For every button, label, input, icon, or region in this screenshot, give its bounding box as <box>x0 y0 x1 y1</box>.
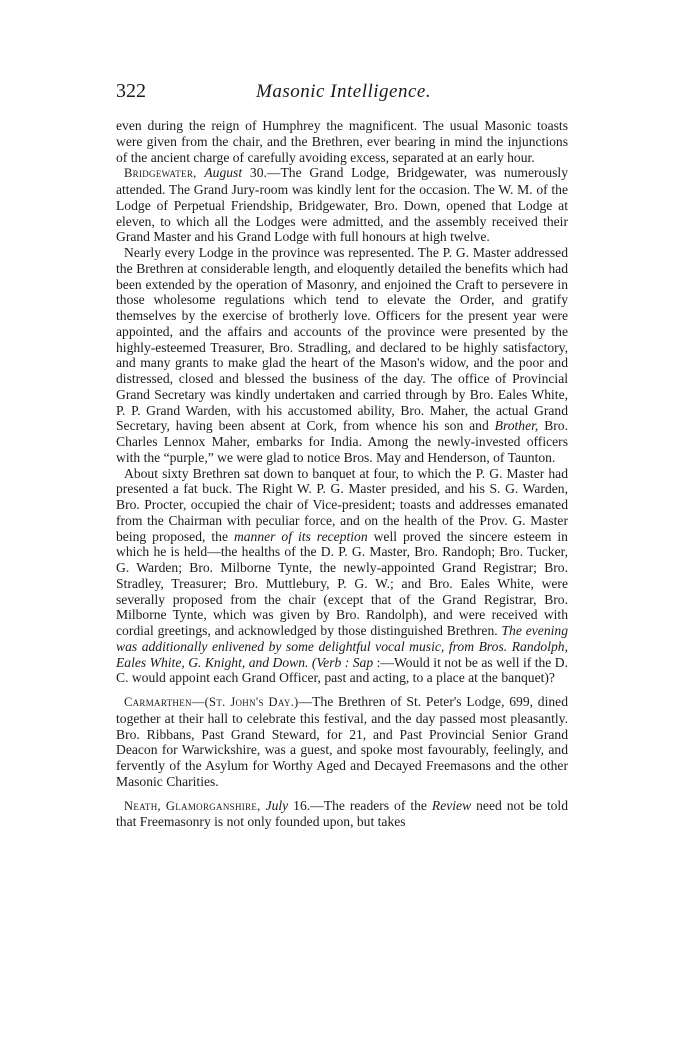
page-header <box>116 80 568 108</box>
paragraph-carmarthen: Carmarthen—(St. John's Day.)—The Brethren of St. Peter's Lodge, 699, dined together at their hall to celebrate this festival, and the day passed most pleasantly. Bro. Ribbans, Past Grand Steward, for 21, and Past Provincial Senior Grand Deacon for Warwickshire, was a guest, and spoke most favourably, feelingly, and fervently of the Asylum for Worthy Aged and Decayed Freemasons and the other Masonic Charities. <box>116 694 569 789</box>
place-heading: Bridgewater, <box>124 166 197 181</box>
running-title: Masonic Intelligence. <box>256 81 432 102</box>
page-number: 322 <box>116 80 146 102</box>
place-heading: Carmarthen—(St. John's Day.) <box>124 695 299 709</box>
article-body <box>116 118 568 830</box>
place-heading: Neath, Glamorganshire, <box>124 798 261 813</box>
paragraph-bridgewater: Bridgewater, August 30.—The Grand Lodge, Bridgewater, was numerously attended. The Grand Jury-room was kindly lent for the occasion. The W. M. of the Lodge of Perpetual Friendship, Bridgewater, Bro. Down, opened that Lodge at eleven, to which all the Lodges were admitted, and the assembly received their Grand Master and his Grand Lodge with full honours at high twelve. <box>116 165 569 245</box>
paragraph-banquet: About sixty Brethren sat down to banquet at four, to which the P. G. Master had presented a fat buck. The Right W. P. G. Master presided, and his S. G. Warden, Bro. Procter, occupied the chair of Vice-president; toasts and addresses emanated from the Chairman with peculiar force, and on the health of the Prov. G. Master being proposed, the manner of its reception well proved the sincere esteem in which he is held—the healths of the D. P. G. Master, Bro. Randoph; Bro. Tucker, G. Warden; Bro. Milborne Tynte, the newly-appointed Grand Registrar; Bro. Stradley, Treasurer; Bro. Muttlebury, P. G. W.; and Bro. Eales White, were severally proposed from the chair (except that of the Grand Registrar, Bro. Milborne Tynte, which was given by Bro. Randolph), and were received with cordial greetings, and acknowledged by those distinguished Brethren. The evening was additionally enlivened by some delightful vocal music, from Bros. Randolph, Eales White, G. Knight, and Down. (Verb : Sap :—Would it not be as well if the D. C. would appoint each Grand Officer, past and acting, to a place at the banquet)? <box>116 465 568 686</box>
date-heading: August <box>204 165 243 181</box>
paragraph-neath: Neath, Glamorganshire, July 16.—The readers of the Review need not be told that Freemasonry is not only founded upon, but takes <box>116 797 568 830</box>
date-heading: July <box>265 797 289 813</box>
paragraph-humphrey: even during the reign of Humphrey the magnificent. The usual Masonic toasts were given from the chair, and the Brethren, ever bearing in mind the injunctions of the ancient charge of carefully avoiding excess, separated at an early hour. <box>116 118 568 165</box>
paragraph-province: Nearly every Lodge in the province was represented. The P. G. Master addressed the Brethren at considerable length, and eloquently detailed the benefits which had been extended by the operation of Masonry, and enjoined the Craft to persevere in those wholesome regulations which tend to elevate the Order, and gratify themselves by the exercise of brotherly love. Officers for the present year were appointed, and the affairs and accounts of the province were presented by the highly-esteemed Treasurer, Bro. Stradling, and declared to be highly satisfactory, and many grants to make glad the heart of the Mason's widow, and the poor and distressed, closed and blessed the business of the day. The office of Provincial Grand Secretary was kindly undertaken and carried through by Bro. Eales White, P. P. Grand Warden, with his accustomed ability, Bro. Maher, the actual Grand Secretary, having been absent at Cork, from whence his son and Brother, Bro. Charles Lennox Maher, embarks for India. Among the newly-invested officers with the “purple,” we were glad to notice Bros. May and Henderson, of Taunton. <box>116 245 568 465</box>
